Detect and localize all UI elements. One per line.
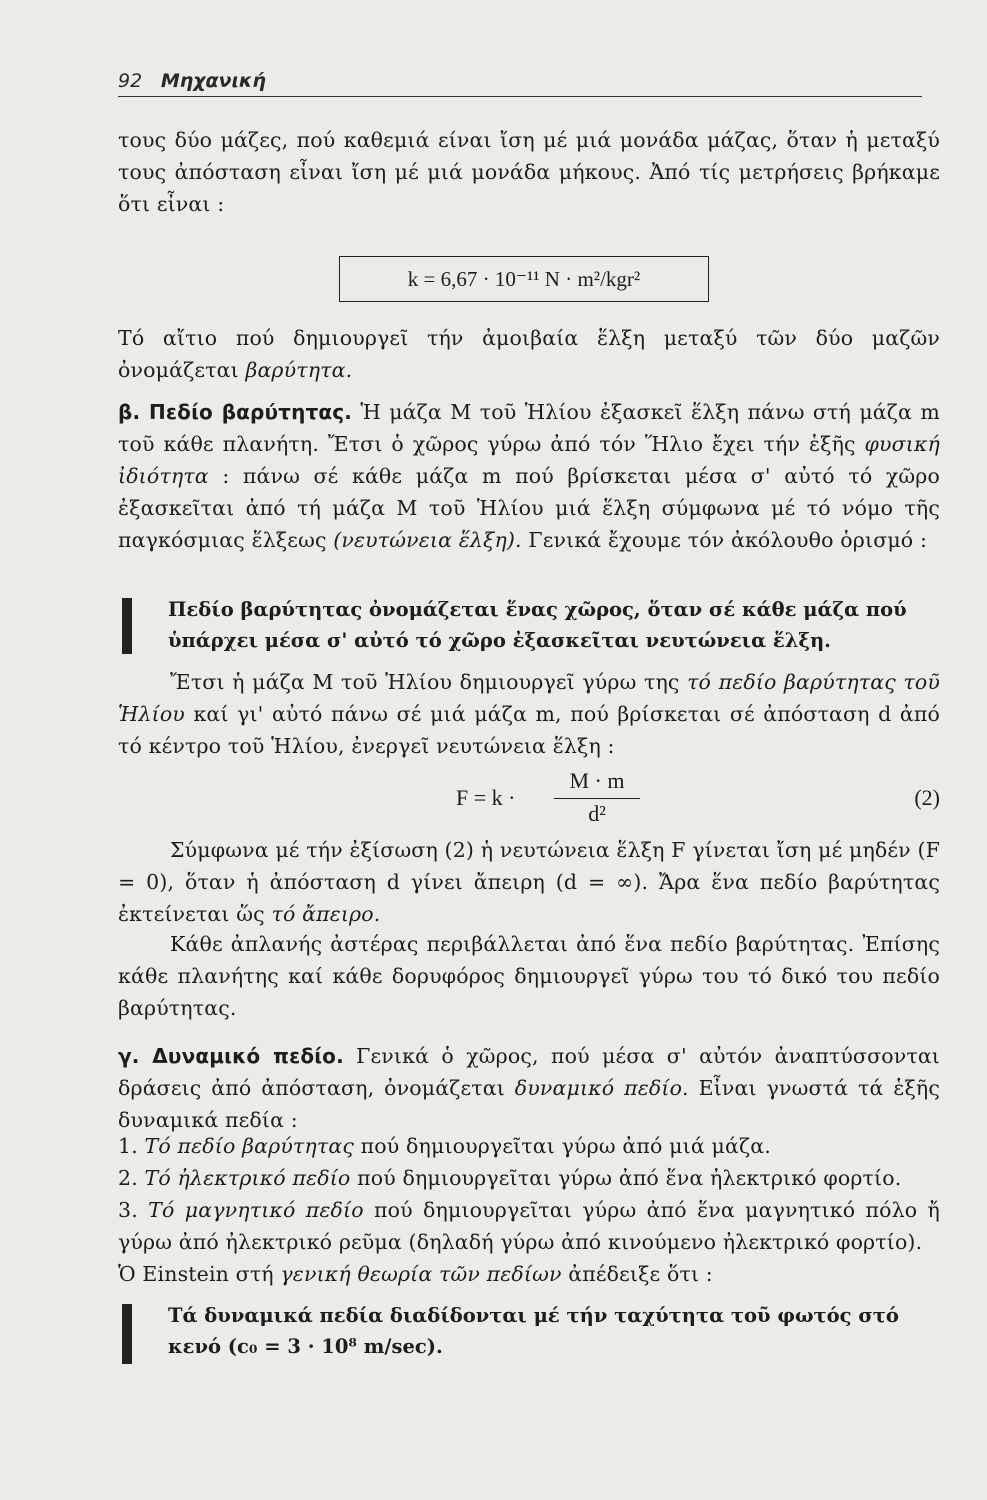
paragraph-gravity-definition: Τό αἴτιο πού δημιουργεῖ τήν ἀμοιβαία ἕλξη μεταξύ τῶν δύο μαζῶν ὀνομάζεται βαρύτητα.: [118, 326, 940, 382]
list-item: 3. Τό μαγνητικό πεδίο πού δημιουργεῖται γύρω ἀπό ἕνα μαγνητικό πόλο ἤ γύρω ἀπό ἠλεκτρικό ρεῦμα (δηλαδή γύρω ἀπό κινούμενο ἠλεκτρικό φορτίο).: [118, 1198, 940, 1254]
page-number: 92: [118, 70, 143, 92]
definition-gravity-field: Πεδίο βαρύτητας ὀνομάζεται ἕνας χῶρος, ὅταν σέ κάθε μάζα πού ὑπάρχει μέσα σ' αὐτό τό χῶρο ἐξασκεῖται νευτώνεια ἕλξη.: [168, 598, 907, 652]
section-heading-gravity-field: β. Πεδίο βαρύτητας.: [118, 400, 353, 424]
paragraph-sun-field: Ἔτσι ἡ μάζα M τοῦ Ἡλίου δημιουργεῖ γύρω της τό πεδίο βαρύτητας τοῦ Ἡλίου καί γι' αὐτό πάνω σέ μιά μάζα m, πού βρίσκεται σέ ἀπόσταση d ἀπό τό κέντρο τοῦ Ἡλίου, ἐνεργεῖ νευτώνεια ἕλξη :: [118, 670, 941, 758]
chapter-title: Μηχανική: [160, 70, 266, 92]
list-item: 1. Τό πεδίο βαρύτητας πού δημιουργεῖται γύρω ἀπό μιά μάζα.: [118, 1134, 771, 1158]
section-potential-field: γ. Δυναμικό πεδίο. Γενικά ὁ χῶρος, πού μέσα σ' αὐτόν ἀναπτύσσονται δράσεις ἀπό ἀπόσταση, ὀνομάζεται δυναμικό πεδίο. Εἶναι γνωστά τά ἑξῆς δυναμικά πεδία :: [118, 1044, 940, 1132]
equation-number: (2): [914, 785, 940, 810]
equation-denominator: d²: [588, 801, 606, 826]
equation-fraction: [554, 768, 640, 827]
statement-field-propagation: Τά δυναμικά πεδία διαδίδονται μέ τήν ταχύτητα τοῦ φωτός στό κενό (c₀ = 3 · 10⁸ m/sec).: [168, 1304, 899, 1358]
emphasis-gravity: βαρύτητα.: [245, 358, 353, 382]
gravitational-constant: k = 6,67 · 10⁻¹¹ N · m²/kgr²: [407, 266, 641, 291]
equation-numerator: M · m: [569, 768, 625, 793]
paragraph-stars: Κάθε ἀπλανής ἀστέρας περιβάλλεται ἀπό ἕνα πεδίο βαρύτητας. Ἐπίσης κάθε πλανήτης καί κάθε δορυφόρος δημιουργεῖ γύρω του τό δικό του πεδίο βαρύτητας.: [118, 932, 940, 1020]
paragraph-intro: τους δύο μάζες, πού καθεμιά είναι ἴση μέ μιά μονάδα μάζας, ὅταν ἡ μεταξύ τους ἀπόσταση εἶναι ἴση μέ μιά μονάδα μήκους. Ἀπό τίς μετρήσεις βρήκαμε ὅτι εἶναι :: [118, 128, 940, 216]
equation-newton: [118, 768, 940, 838]
page-header: [118, 70, 922, 97]
field-list: [118, 1130, 940, 1258]
fraction-line: [554, 798, 640, 799]
section-heading-potential-field: γ. Δυναμικό πεδίο.: [118, 1044, 344, 1068]
paragraph-infinity: Σύμφωνα μέ τήν ἐξίσωση (2) ἡ νευτώνεια ἕλξη F γίνεται ἴση μέ μηδέν (F = 0), ὅταν ἡ ἀπόσταση d γίνει ἄπειρη (d = ∞). Ἄρα ἕνα πεδίο βαρύτητας ἐκτείνεται ὥς τό ἄπειρο.: [118, 838, 940, 926]
list-item: 2. Τό ἠλεκτρικό πεδίο πού δημιουργεῖται γύρω ἀπό ἕνα ἠλεκτρικό φορτίο.: [118, 1166, 902, 1190]
equation-lhs: F = k ·: [456, 785, 516, 810]
section-gravity-field: β. Πεδίο βαρύτητας. Ἡ μάζα M τοῦ Ἡλίου ἐξασκεῖ ἕλξη πάνω στή μάζα m τοῦ κάθε πλανήτη. Ἔτσι ὁ χῶρος γύρω ἀπό τόν Ἥλιο ἔχει τήν ἑξῆς φυσική ἰδιότητα : πάνω σέ κάθε μάζα m πού βρίσκεται μέσα σ' αὐτό τό χῶρο ἐξασκεῖται ἀπό τή μάζα M τοῦ Ἡλίου μιά ἕλξη σύμφωνα μέ τό νόμο τῆς παγκόσμιας ἕλξεως (νευτώνεια ἕλξη). Γενικά ἔχουμε τόν ἀκόλουθο ὁρισμό :: [118, 400, 940, 552]
paragraph-einstein: Ὁ Einstein στή γενική θεωρία τῶν πεδίων ἀπέδειξε ὅτι :: [118, 1262, 713, 1286]
gravitational-constant-box: [339, 256, 709, 302]
